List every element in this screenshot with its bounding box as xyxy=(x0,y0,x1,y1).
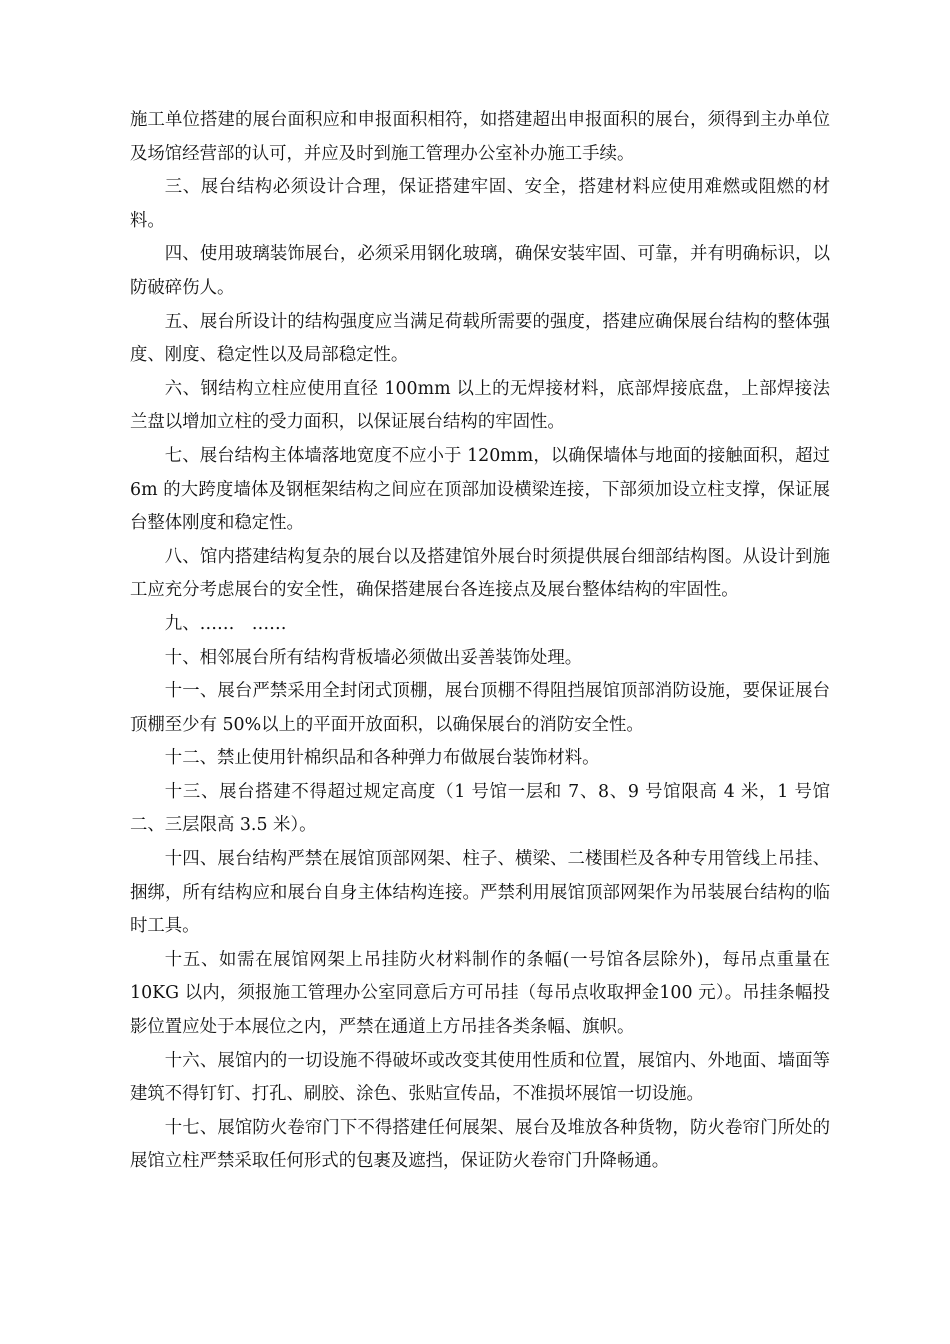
paragraph-continuation: 施工单位搭建的展台面积应和申报面积相符，如搭建超出申报面积的展台，须得到主办单位及场馆经营部的认可，并应及时到施工管理办公室补办施工手续。 xyxy=(130,110,830,164)
paragraph-item-8: 八、馆内搭建结构复杂的展台以及搭建馆外展台时须提供展台细部结构图。从设计到施工应充分考虑展台的安全性，确保搭建展台各连接点及展台整体结构的牢固性。 xyxy=(130,546,830,601)
paragraph-item-5: 五、展台所设计的结构强度应当满足荷载所需要的强度，搭建应确保展台结构的整体强度、刚度、稳定性以及局部稳定性。 xyxy=(130,311,830,366)
paragraph-item-9: 九、…… …… xyxy=(164,613,287,634)
paragraph-item-6: 六、钢结构立柱应使用直径 100mm 以上的无焊接材料，底部焊接底盘，上部焊接法兰盘以增加立柱的受力面积，以保证展台结构的牢固性。 xyxy=(130,378,830,433)
paragraph-item-4: 四、使用玻璃装饰展台，必须采用钢化玻璃，确保安装牢固、可靠，并有明确标识，以防破碎伤人。 xyxy=(130,244,830,298)
paragraph-item-11: 十一、展台严禁采用全封闭式顶棚，展台顶棚不得阻挡展馆顶部消防设施，要保证展台顶棚至少有 50%以上的平面开放面积，以确保展台的消防安全性。 xyxy=(130,681,830,735)
paragraph-item-12: 十二、禁止使用针棉织品和各种弹力布做展台装饰材料。 xyxy=(164,748,600,769)
paragraph-item-15: 十五、如需在展馆网架上吊挂防火材料制作的条幅(一号馆各层除外)，每吊点重量在 10KG 以内，须报施工管理办公室同意后方可吊挂（每吊点收取押金100 元）。吊挂条幅投影位置应处于本展位之内，严禁在通道上方吊挂各类条幅、旗帜。 xyxy=(130,949,830,1038)
paragraph-item-16: 十六、展馆内的一切设施不得破坏或改变其使用性质和位置，展馆内、外地面、墙面等建筑不得钉钉、打孔、刷胶、涂色、张贴宣传品，不准损坏展馆一切设施。 xyxy=(130,1050,830,1105)
document-body xyxy=(130,104,830,1179)
paragraph-item-17: 十七、展馆防火卷帘门下不得搭建任何展架、展台及堆放各种货物，防火卷帘门所处的展馆立柱严禁采取任何形式的包裹及遮挡，保证防火卷帘门升降畅通。 xyxy=(130,1117,830,1172)
paragraph-item-10: 十、相邻展台所有结构背板墙必须做出妥善装饰处理。 xyxy=(164,647,583,668)
paragraph-item-14: 十四、展台结构严禁在展馆顶部网架、柱子、横梁、二楼围栏及各种专用管线上吊挂、捆绑，所有结构应和展台自身主体结构连接。严禁利用展馆顶部网架作为吊装展台结构的临时工具。 xyxy=(130,849,830,937)
paragraph-item-13: 十三、展台搭建不得超过规定高度（1 号馆一层和 7、8、9 号馆限高 4 米，1 号馆二、三层限高 3.5 米）。 xyxy=(130,781,830,836)
paragraph-item-3: 三、展台结构必须设计合理，保证搭建牢固、安全，搭建材料应使用难燃或阻燃的材料。 xyxy=(130,177,830,231)
paragraph-item-7: 七、展台结构主体墙落地宽度不应小于 120mm，以确保墙体与地面的接触面积，超过 6m 的大跨度墙体及钢框架结构之间应在顶部加设横梁连接，下部须加设立柱支撑，保证展台整体刚度和稳定性。 xyxy=(130,445,830,534)
